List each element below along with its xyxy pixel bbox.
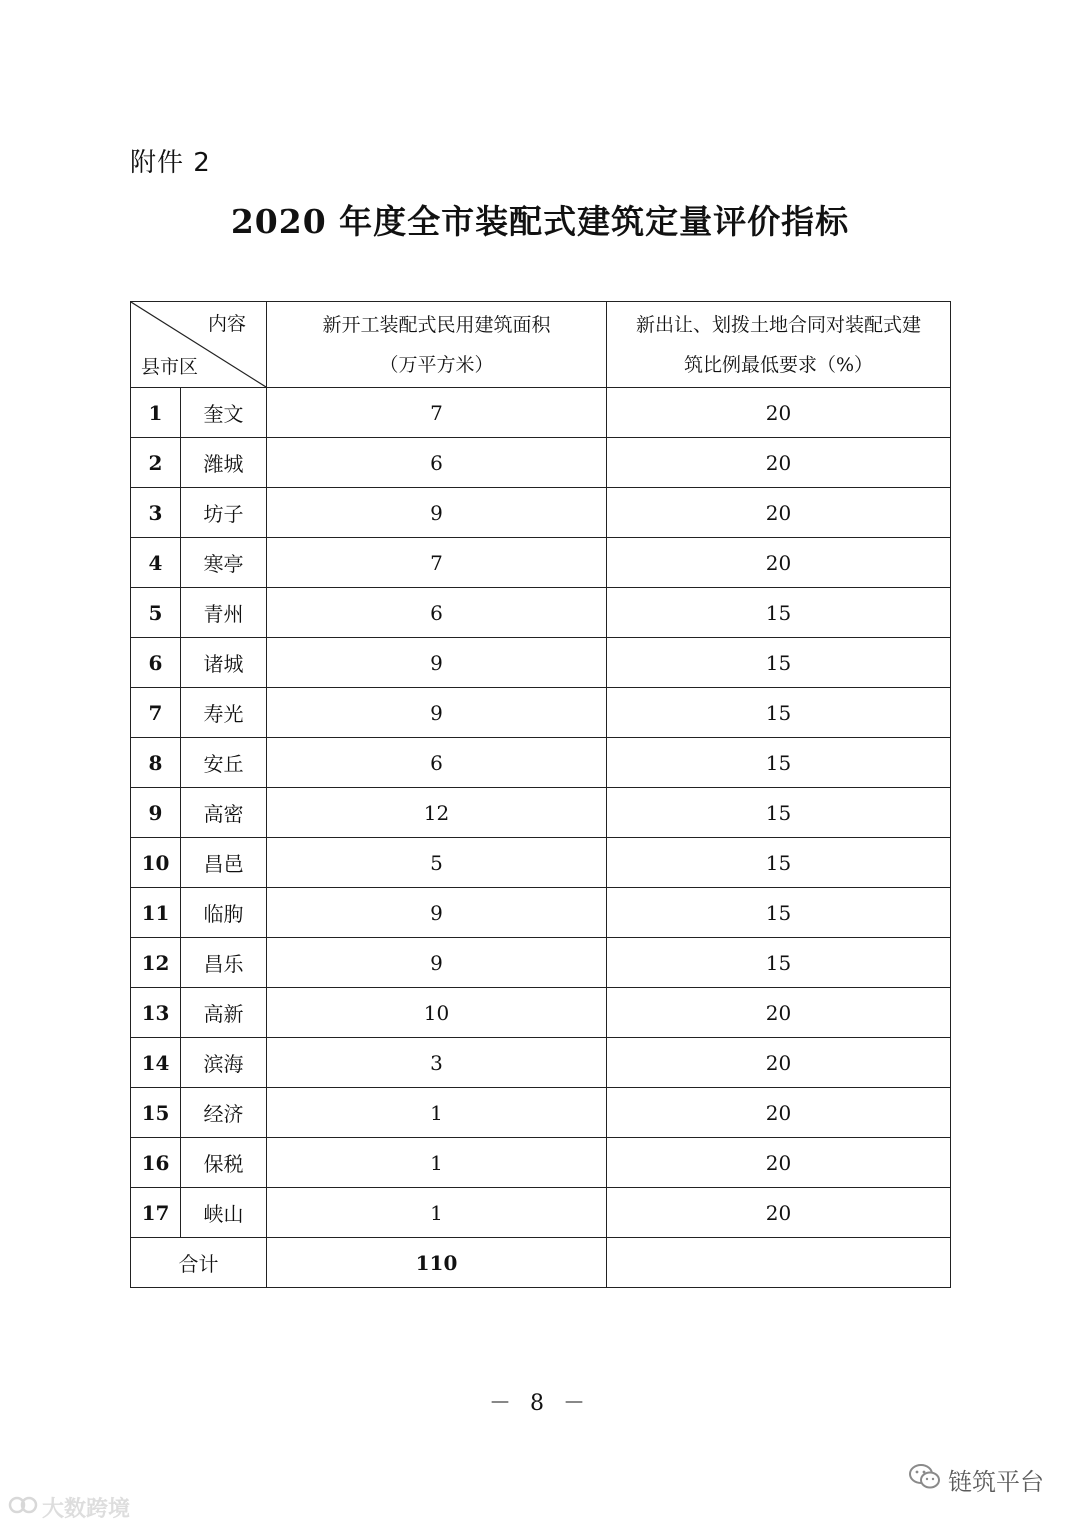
row-number-cell: 10 [131,838,181,888]
watermark-left [8,1492,130,1523]
ratio-value-cell: 15 [607,938,951,988]
ratio-value-cell: 20 [607,1138,951,1188]
row-number-cell: 2 [131,438,181,488]
table-row [131,1138,951,1188]
row-number-cell: 9 [131,788,181,838]
area-value-cell: 3 [267,1038,607,1088]
row-number-cell: 5 [131,588,181,638]
area-value-cell: 7 [267,538,607,588]
region-name-cell: 高新 [181,988,267,1038]
table-row [131,488,951,538]
table-row [131,688,951,738]
area-value-cell: 12 [267,788,607,838]
wechat-icon [908,1463,942,1497]
ratio-value-cell: 15 [607,888,951,938]
region-name-cell: 临朐 [181,888,267,938]
region-name-cell: 潍城 [181,438,267,488]
area-value-cell: 6 [267,438,607,488]
row-number-cell: 6 [131,638,181,688]
row-number-cell: 11 [131,888,181,938]
header-ratio-cell [607,302,951,388]
table-row [131,1088,951,1138]
header-ratio-line1: 新出让、划拨土地合同对装配式建 [635,313,921,336]
row-number-cell: 1 [131,388,181,438]
ratio-value-cell: 15 [607,688,951,738]
total-label: 合计 [131,1238,267,1288]
region-name-cell: 滨海 [181,1038,267,1088]
table-row [131,738,951,788]
row-number-cell: 14 [131,1038,181,1088]
table-row [131,988,951,1038]
table-row [131,1038,951,1088]
ratio-value-cell: 20 [607,488,951,538]
area-value-cell: 1 [267,1188,607,1238]
region-name-cell: 坊子 [181,488,267,538]
corner-label-region: 县市区 [141,356,199,378]
ratio-value-cell: 20 [607,988,951,1038]
row-number-cell: 3 [131,488,181,538]
region-name-cell: 安丘 [181,738,267,788]
indicator-table [130,301,951,1288]
header-area-line1: 新开工装配式民用建筑面积 [322,313,551,336]
region-name-cell: 寿光 [181,688,267,738]
page-number: － 8 － [489,1391,591,1416]
total-ratio [607,1238,951,1288]
row-number-cell: 15 [131,1088,181,1138]
region-name-cell: 青州 [181,588,267,638]
region-name-cell: 寒亭 [181,538,267,588]
region-name-cell: 经济 [181,1088,267,1138]
ratio-value-cell: 20 [607,1188,951,1238]
region-name-cell: 峡山 [181,1188,267,1238]
region-name-cell: 昌乐 [181,938,267,988]
area-value-cell: 5 [267,838,607,888]
row-number-cell: 12 [131,938,181,988]
ratio-value-cell: 20 [607,388,951,438]
table-row [131,438,951,488]
ratio-value-cell: 15 [607,638,951,688]
region-name-cell: 保税 [181,1138,267,1188]
ratio-value-cell: 20 [607,1088,951,1138]
table-row [131,538,951,588]
area-value-cell: 6 [267,738,607,788]
region-name-cell: 昌邑 [181,838,267,888]
table-row [131,788,951,838]
table-row [131,1188,951,1238]
area-value-cell: 10 [267,988,607,1038]
total-area: 110 [267,1238,607,1288]
row-number-cell: 4 [131,538,181,588]
ratio-value-cell: 15 [607,738,951,788]
watermark-right [908,1462,1044,1497]
area-value-cell: 7 [267,388,607,438]
ratio-value-cell: 15 [607,838,951,888]
ratio-value-cell: 20 [607,538,951,588]
watermark-right-text: 链筑平台 [948,1468,1044,1496]
table-row [131,838,951,888]
row-number-cell: 17 [131,1188,181,1238]
area-value-cell: 1 [267,1138,607,1188]
table-row [131,638,951,688]
table-header-row [131,302,951,388]
table-row [131,888,951,938]
area-value-cell: 9 [267,688,607,738]
corner-label-content: 内容 [207,313,246,335]
header-area-line2: （万平方米） [379,353,494,376]
row-number-cell: 16 [131,1138,181,1188]
header-corner-cell [131,302,267,388]
table-row [131,938,951,988]
row-number-cell: 7 [131,688,181,738]
watermark-left-text: 大数跨境 [42,1497,131,1522]
area-value-cell: 9 [267,638,607,688]
row-number-cell: 13 [131,988,181,1038]
region-name-cell: 诸城 [181,638,267,688]
attachment-label: 附件 2 [130,148,211,178]
ratio-value-cell: 20 [607,1038,951,1088]
document-title: 2020 年度全市装配式建筑定量评价指标 [230,202,850,241]
area-value-cell: 9 [267,888,607,938]
area-value-cell: 6 [267,588,607,638]
region-name-cell: 高密 [181,788,267,838]
area-value-cell: 9 [267,488,607,538]
ratio-value-cell: 20 [607,438,951,488]
table-row [131,388,951,438]
region-name-cell: 奎文 [181,388,267,438]
row-number-cell: 8 [131,738,181,788]
header-ratio-line2: 筑比例最低要求（%） [683,353,874,376]
area-value-cell: 1 [267,1088,607,1138]
table-total-row [131,1238,951,1288]
header-area-cell [267,302,607,388]
ratio-value-cell: 15 [607,588,951,638]
area-value-cell: 9 [267,938,607,988]
table-row [131,588,951,638]
ratio-value-cell: 15 [607,788,951,838]
brand-logo-icon [8,1493,38,1523]
